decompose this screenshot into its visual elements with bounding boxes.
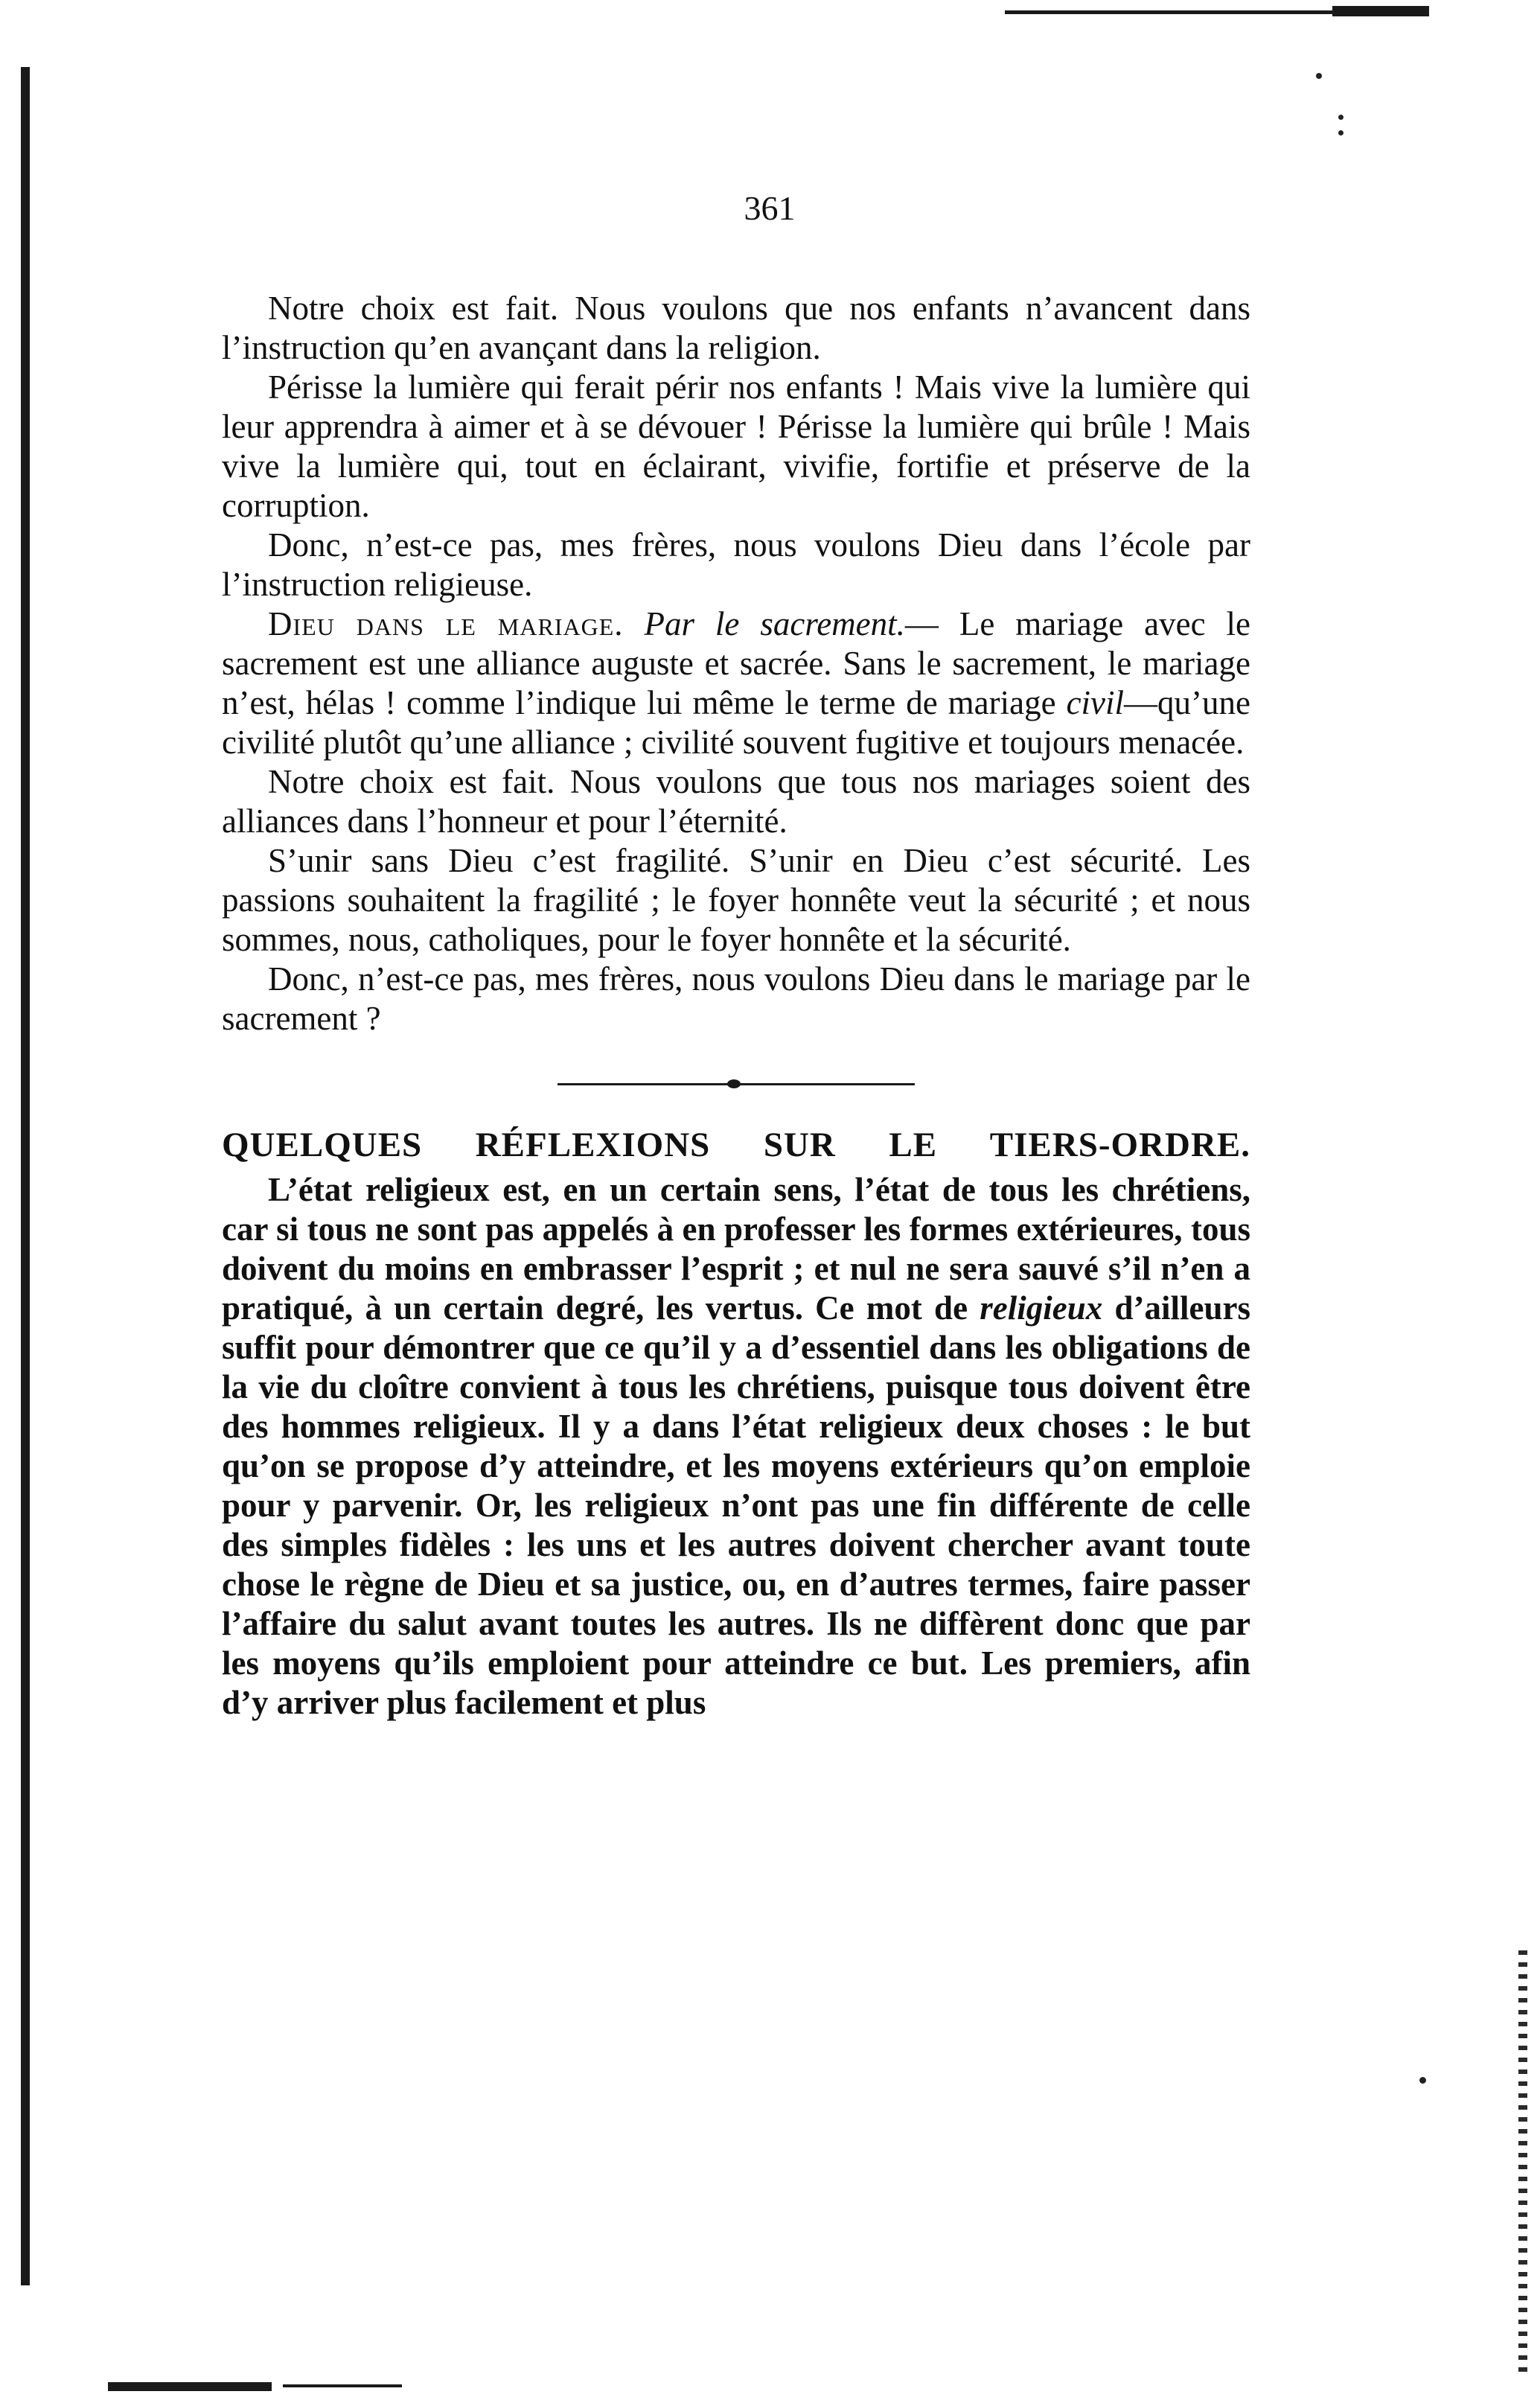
heading-dash: — [904, 605, 939, 642]
section-title: QUELQUES RÉFLEXIONS SUR LE TIERS-ORDRE. [222, 1126, 1250, 1164]
paragraph-mariage-choice: Notre choix est fait. Nous voulons que tous nos mariages soient des alliances dans l’honneur et pour l’éternité. [222, 763, 1250, 840]
section-text-a: L’état religieux est, en un certain sens, l’état de tous les chrétiens, car si tous ne sont pas appelés à en professer les formes extérieures, tous doivent du moins en embrasser l’esprit ; et nul ne sera sauvé s’il n’en a pratiqué, à un certain degré, les vertus. Ce mot de [222, 1171, 1250, 1327]
book-page [222, 186, 1250, 1723]
scan-rule-top-thick [1332, 6, 1429, 16]
mariage-text-b: —qu’une civilité plutôt qu’une alliance ; civilité souvent fugitive et toujours menacée. [222, 684, 1250, 761]
paragraph-instruction-choice: Notre choix est fait. Nous voulons que nos enfants n’avancent dans l’instruction qu’en avançant dans la religion. [222, 290, 1250, 366]
word-religieux: religieux [980, 1289, 1103, 1327]
scan-speck [1419, 2077, 1426, 2084]
heading-dieu-mariage: Dieu dans le mariage. [268, 605, 624, 642]
scan-rule-bottom-thin [283, 2384, 402, 2387]
scan-speck [1338, 130, 1343, 135]
scan-rule-bottom [108, 2382, 272, 2391]
scan-speck [1338, 115, 1343, 120]
scan-edge-left [21, 67, 30, 2285]
section-separator [557, 1083, 915, 1085]
section-text-b: d’ailleurs suffit pour démontrer que ce qu’il y a d’essentiel dans les obligations de la vie du cloître convient à tous les chrétiens, puisque tous doivent être des hommes religieux. Il y a dans l’état religieux deux choses : le but qu’on se propose d’y atteindre, et les moyens extérieurs qu’on emploie pour y parvenir. Or, les religieux n’ont pas une fin différente de celle des simples fidèles : les uns et les autres doivent chercher avant toute chose le règne de Dieu et sa justice, ou, en d’autres termes, faire passer l’affaire du salut avant toutes les autres. Ils ne diffèrent donc que par les moyens qu’ils emploient pour atteindre ce but. Les premiers, afin d’y arriver plus facilement et plus [222, 1289, 1250, 1721]
paragraph-dieu-mariage [222, 604, 1250, 762]
paragraph-dieu-ecole: Donc, n’est-ce pas, mes frères, nous voulons Dieu dans l’école par l’instruction religieuse. [222, 526, 1250, 603]
scan-edge-right [1518, 1950, 1527, 2375]
section-body [222, 1170, 1250, 1723]
scan-speck [1316, 73, 1322, 79]
page-number: 361 [744, 189, 796, 227]
word-civil: civil [1066, 684, 1125, 721]
paragraph-unir-dieu: S’unir sans Dieu c’est fragilité. S’unir en Dieu c’est sécurité. Les passions souhaitent la fragilité ; le foyer honnête veut la sécurité ; et nous sommes, nous, catholiques, pour le foyer honnête et la sécurité. [222, 842, 1250, 958]
paragraph-dieu-mariage-sacrement: Donc, n’est-ce pas, mes frères, nous voulons Dieu dans le mariage par le sacrement ? [222, 960, 1250, 1037]
subheading-sacrement: Par le sacrement. [644, 605, 905, 642]
mariage-text-a: Le mariage avec le sacrement est une alliance auguste et sacrée. Sans le sacrement, le mariage n’est, hélas ! comme l’indique lui même le terme de mariage [222, 605, 1251, 721]
paragraph-etat-religieux [222, 1170, 1250, 1723]
paragraph-perisse-lumiere: Périsse la lumière qui ferait périr nos enfants ! Mais vive la lumière qui leur apprendra à aimer et à se dévouer ! Périsse la lumière qui brûle ! Mais vive la lumière qui, tout en éclairant, vivifie, fortifie et préserve de la corruption. [222, 368, 1250, 524]
